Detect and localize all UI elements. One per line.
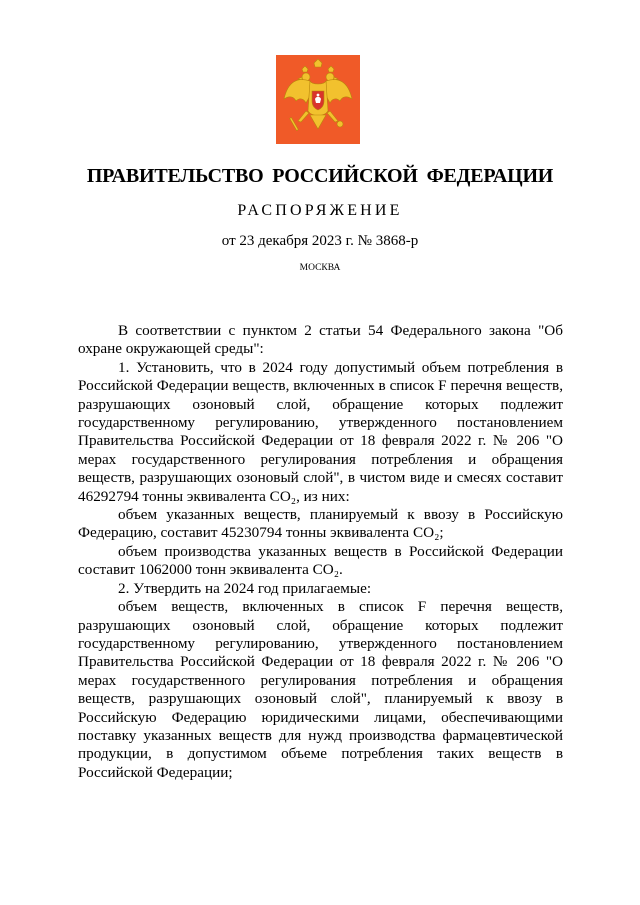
- coat-of-arms-icon: [276, 55, 360, 144]
- paragraph: объем указанных веществ, планируемый к ввозу в Российскую Федерацию, составит 45230794 тонны эквивалента CO₂;: [78, 506, 563, 542]
- paragraph: объем производства указанных веществ в Российской Федерации составит 1062000 тонн эквивалента CO₂.: [78, 542, 563, 579]
- paragraph: объем веществ, включенных в список F перечня веществ, разрушающих озоновый слой, обращение которых подлежит государственному регулированию, утвержденного постановлением Правительства Российской Федерации от 18 февраля 2022 г. № 206 "О мерах государственного регулирования потребления и обращения веществ, разрушающих озоновый слой", планируемый к ввозу в Российскую Федерацию юридическими лицами, обеспечивающими поставку указанных веществ для нужд производства фармацевтической продукции, в допустимом объеме потребления таких веществ в Российской Федерации;: [78, 598, 563, 781]
- paragraph: 1. Установить, что в 2024 году допустимый объем потребления в Российской Федерации веществ, включенных в список F перечня веществ, разрушающих озоновый слой, обращение которых подлежит государственному регулированию, утвержденного постановлением Правительства Российской Федерации от 18 февраля 2022 г. № 206 "О мерах государственного регулирования потребления и обращения веществ, разрушающих озоновый слой", в чистом виде и смесях составит 46292794 тонны эквивалента CO₂, из них:: [78, 358, 563, 505]
- paragraph: В соответствии с пунктом 2 статьи 54 Федерального закона "Об охране окружающей среды":: [78, 322, 563, 358]
- document-date-number: от 23 декабря 2023 г. № 3868-р: [221, 233, 419, 249]
- document-type: РАСПОРЯЖЕНИЕ: [237, 202, 403, 219]
- paragraph: 2. Утвердить на 2024 год прилагаемые:: [118, 579, 372, 597]
- document-city: МОСКВА: [299, 263, 341, 273]
- document-body: [78, 322, 563, 782]
- government-title: ПРАВИТЕЛЬСТВО РОССИЙСКОЙ ФЕДЕРАЦИИ: [86, 165, 554, 187]
